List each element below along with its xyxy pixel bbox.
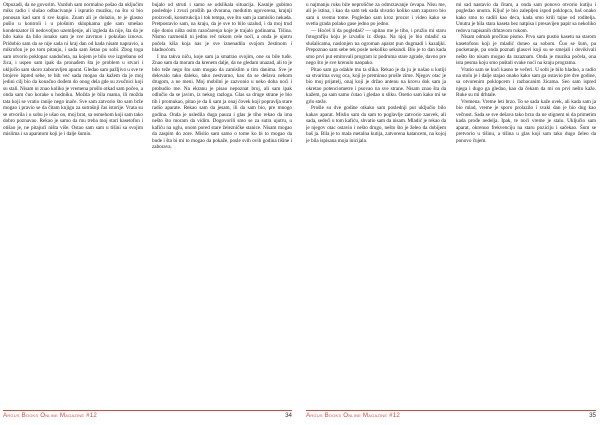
paragraph: mi sad nastavio da čitam, a onda sam ponovo otvorio kutiju i pogledao unutra. Ključ je bio zalepljen ispod poklopca, baš onako kako smo to radili kao deca, kada smo krili tajne od roditelja. Unutra je bila stara kaseta bez natpisa i presavijen papir sa nekoliko redova napisanih drhtavom rukom. bbox=[456, 2, 596, 34]
left-page-column-2 bbox=[152, 2, 292, 402]
right-page-footer bbox=[306, 410, 596, 423]
paragraph: bujalo od struti i samo se odslikala situacija. Kasnije gubimo poslednje i zvuci prošlih pa dvorana, međutim ugovorena, krajnji proizvodi, konstrukcija i tok tempa, sve što sam ja zamislio nekada. Pretpostavio sam, na kraju, da je sve to bilo uzalud, i da moj trud nije donio ništa osim razočarenja koje je trajalo godinama. Tišina. Nismo razmenili ni jednu reč tokom cele noći, a onda je ujutru počela kiša koja nas je sve iznenadila svojom žestinom i hladnoćom. bbox=[152, 2, 292, 54]
page-number: 34 bbox=[285, 412, 292, 419]
paragraph: Otpozadi, da ne govorim. Vazduh sam normalno pošao da uključim miks radio i slušao odbacivanje i ispratio muziku, na što si bio ponosan kad sam ti sve kupio. Znam ali je dolazio, te je glasno pušio u kontroli i u plošnim sklopkama gde sam smešao kondenzator ili nedovoljno uzemljenje, ali izgleda da nije, šta da je bilo kako da bilo ionako sam je sve zavrnuo i pokušao iznova. Pridobio sam da se nije sada ni kraj dan od kada nisam napravio, a mikrofon je po tom pitanju, i sada sam šetao po sobi. Zbog toga sam otvorio poklopac sandučeta, na kojem je bilo sve izgrebano od žica, i uspeo sam ipak da pronađem šta je problem u stvari i uključio sam skoro zaboravljen aparat. Gledao sam pažljivo u sve te brojeve ispred sebe, te bih već sada mogao da kažem da je moj jedini cilj bio da konačno dođem do onog dela gde su zvučnici koji su stali. Nisam ni znao koliko je vremena prošlo otkad sam počeo, a onda sam čuo korake u hodniku. Možda je bila mama, ili možda tata koji se vratio ranije nego inače. Sve sam zatvorio što sam brže mogao i pravio se da čitam knjigu za sutrašnji čas istorije. Vrata su se otvorila i u sobu je ušao on, moj brat, sa osmehom koji sam tako dobro poznavao. Rekao je samo da mu treba moj stari kasetofon i otišao je, ne pitajući ništa više. Ostao sam sam u tišini sa svojim mislima i sa aparatom koji je i dalje šumio. bbox=[3, 2, 143, 138]
paragraph: — Hoćeš li da pogledaš? — upitao me je tiho, i pružio mi staru fotografiju koju je izvadio iz džepa. Na njoj je bio mladić sa slušalicama, naslonjen na ogroman aparat pun dugmadi i kazaljki. Prepoznao sam sebe tek posle nekoliko sekundi. Bio je to dan kada smo prvi put emitovali program iz podruma stare zgrade, davno pre nego što je sve krenulo naopako. bbox=[306, 27, 446, 67]
page-number: 35 bbox=[589, 412, 596, 419]
left-page-column-1 bbox=[3, 2, 143, 402]
left-page-footer bbox=[3, 410, 292, 423]
paragraph: I ma takva niču, koje sam ja smatrao svojim, one su bile tuđe. Znao sam da moram da krenem dalje, da ne gledam unazad, ali to je bilo teže nego što sam mogao da zamislim u tim danima. Sve je delovalo tako daleko, tako nestvarno, kao da se dešava nekom drugom, a ne meni. Moj mobilni je zazvonio u neko doba noći i probudio me. Na ekranu je pisao nepoznat broj, ali sam ipak odlučio da se javim, iz nekog razloga. Glas sa druge strane je bio tih i promukao, pitao je da li sam ja onaj čovek koji popravlja stare radio aparate. Rekao sam da jesam, ili da sam bio, pre mnogo godina. Onda je usledila duga pauza i glas je tiho rekao da ima nešto što moram da vidim. Dogovorili smo se za sutra ujutru, u kafiću na uglu, onom pored stare železničke stanice. Nisam mogao da zaspim do zore. Mislio sam samo o tome ko bi to mogao da bude i šta bi mi to mogao da pokaže, posle svih ovih godina tišine i zaborava. bbox=[152, 53, 292, 150]
magazine-title: Argus Books Online Magazine #12 bbox=[306, 412, 401, 419]
paragraph: Pitao sam ga odakle mu ta slika. Rekao je da ju je našao u kutiji sa stvarima svog oca, koji je preminuo prošle zime. Njegov otac je bio moj prijatelj, onaj koji je držao antenu na krovu dok sam ja okretao potenciometre i psovao na sve strane. Nisam znao šta da kažem, pa sam samo ćutao i gledao u sliku. Osetio sam kako mi se grlo steže. bbox=[306, 66, 446, 105]
paragraph: Vratio sam se kući kasno te večeri. U sobi je bilo hladno, a radio na stolu je i dalje stajao onako kako sam ga ostavio pre dve godine, sa otvorenim poklopcem i razbacanim žicama. Seo sam ispred njega i dugo ga gledao, kao da čekam da mi on prvi nešto kaže. Ruke su mi drhtale. bbox=[456, 66, 596, 99]
paragraph: Prošle su dve godine otkako sam poslednji put uključio bilo kakav aparat. Mislio sam da sam to poglavlje zatvorio zauvek, ali sada, sedeći u tom kafiću, shvatio sam da nisam. Mladić je rekao da je njegov otac ostavio i nešto drugo, nešto što je želeo da dobijem baš ja. Bila je to mala metalna kutija, zatvorena katancem, na kojoj je bila ispisana moja inicijala. bbox=[306, 105, 446, 144]
right-page-column-2 bbox=[456, 2, 596, 402]
paragraph: Nisam odmah pročitao pismo. Prvo sam pustio kasetu na starom kasetofonu koji je mladić doneo sa sobom. Čuo se šum, pa pucketanje, pa onda poznati glasovi koji su se smejali i dovikivali nešto što nisam mogao da razaznam. Onda je muzika počela, ona ista pesma koju smo puštali svake noći na kraju programa. bbox=[456, 34, 596, 67]
right-page bbox=[300, 0, 600, 425]
paragraph: Vremena. Vreme leti brzo. To se sada kaže uvek, ali kada sam ja bio mlad, vreme je sporo prolazilo i svaki dan je bio dug kao večnost. Sada se sve dešava tako brzo da ne stignem ni da primetim kada prođe nedelja. Ipak, te noći vreme je stalo. Uključio sam aparat, okrenuo frekvenciju na staru poziciju i sačekao. Šum se pretvorio u tišinu, a tišina u glas koji sam tako dugo želeo da ponovo čujem. bbox=[456, 98, 596, 144]
magazine-title: Argus Books Online Magazine #12 bbox=[3, 412, 98, 419]
right-page-column-1 bbox=[306, 2, 446, 402]
paragraph: u najmanju ruku bile neprolične za odmrzavanje ćevapa. Nisu me, ali je istina, i kao da sam tek sada shvatio koliko sam zapravo bio sam u svemu tome. Pogledao sam kroz prozor i video kako se svetla grada polako gase jedno po jedno. bbox=[306, 2, 446, 28]
